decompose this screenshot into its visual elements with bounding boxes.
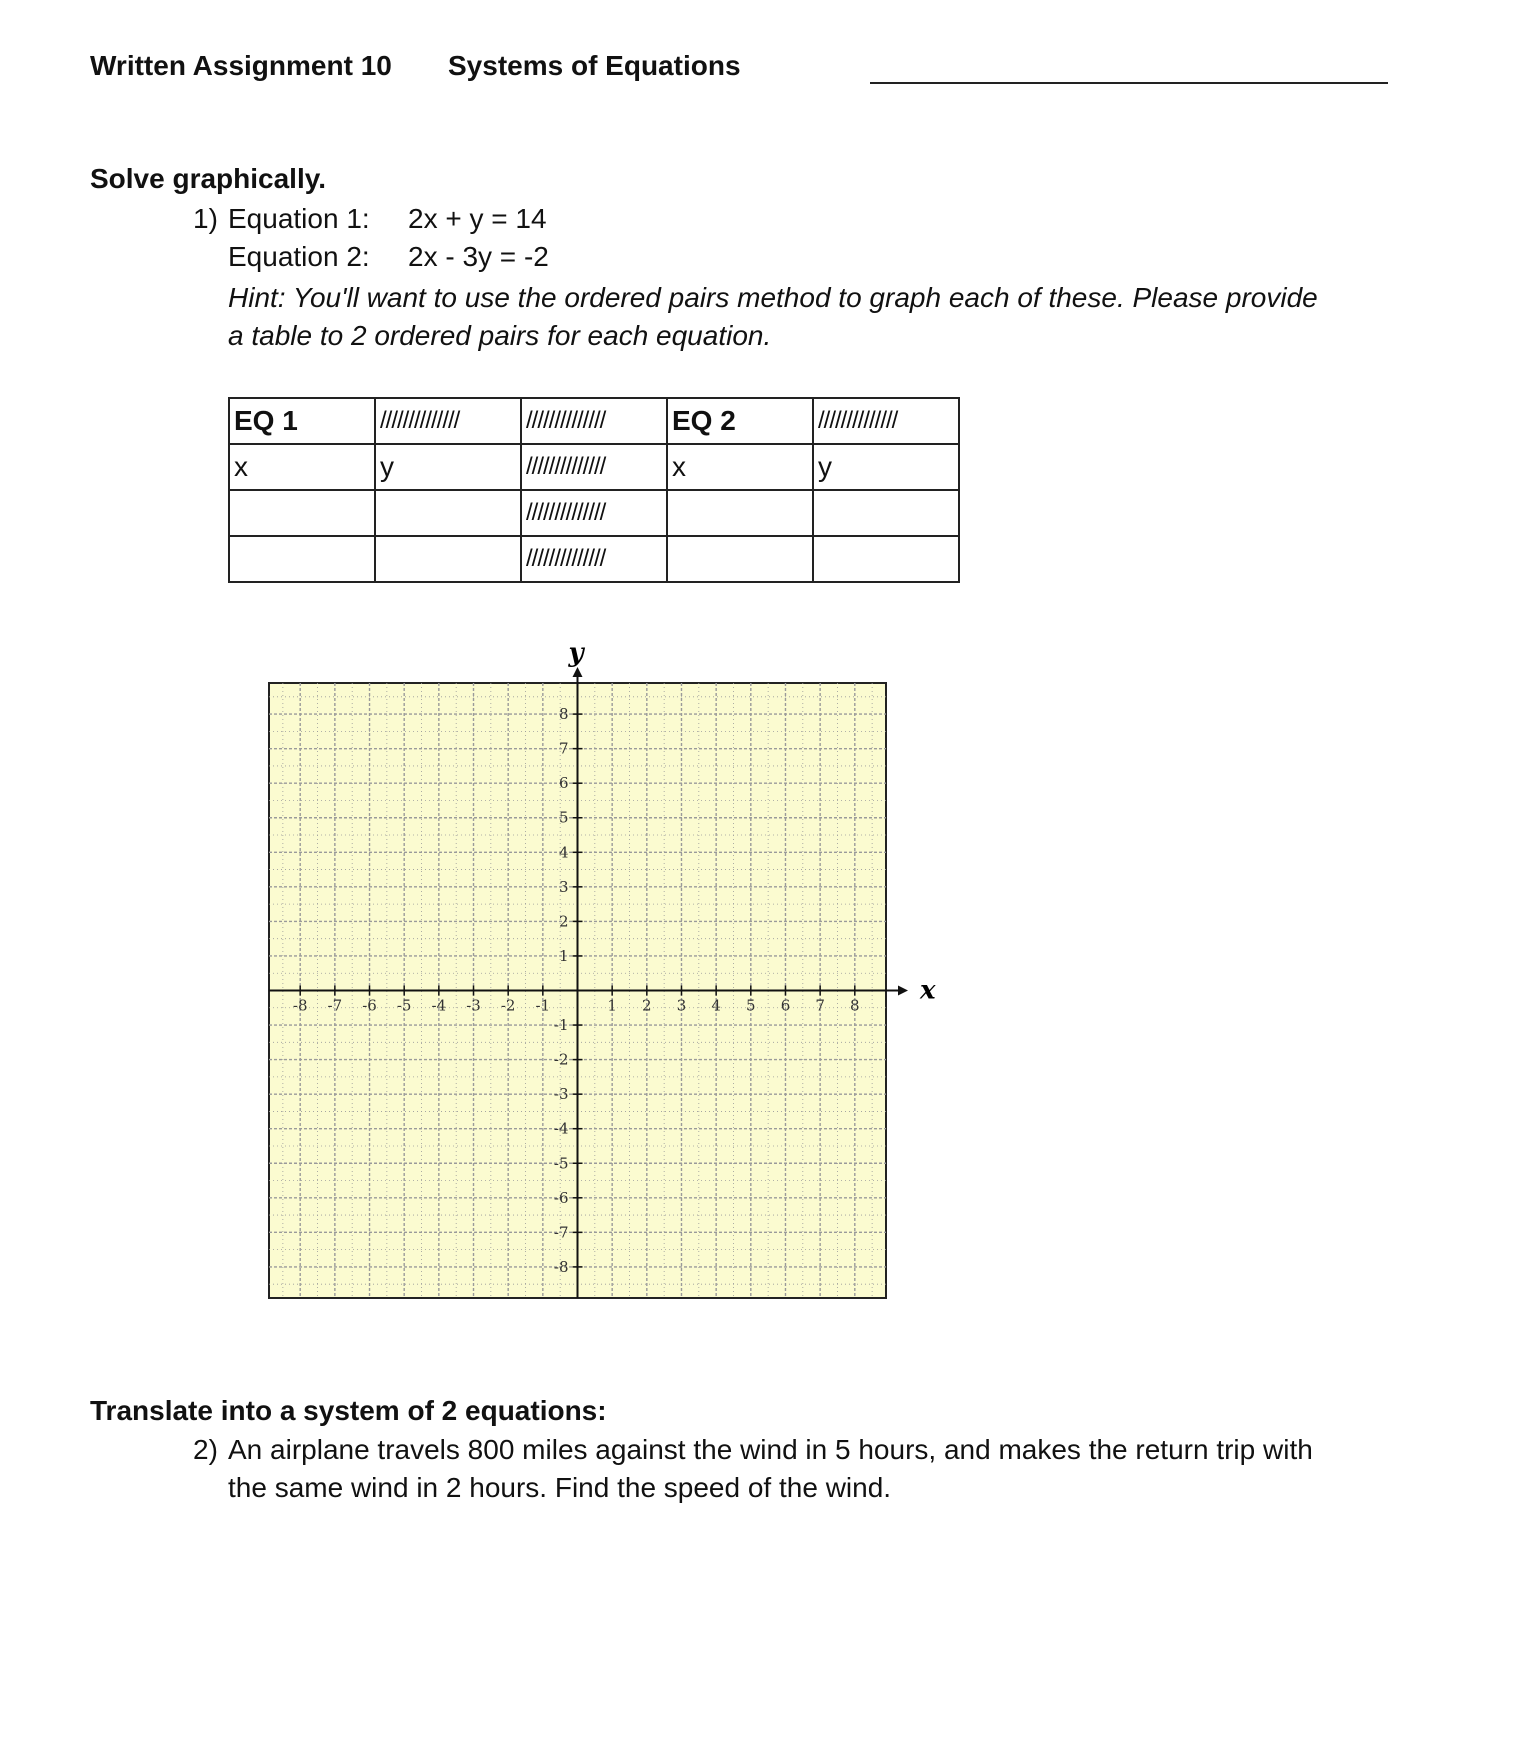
coordinate-grid[interactable]	[240, 630, 960, 1310]
table-cell: y	[813, 444, 959, 490]
table-cell: //////////////	[375, 398, 521, 444]
x-tick-label: 3	[676, 996, 687, 1015]
x-tick-label: -6	[362, 996, 377, 1015]
y-tick-label: 2	[558, 912, 569, 931]
table-cell: //////////////	[521, 490, 667, 536]
x-tick-label: -2	[500, 996, 516, 1015]
y-tick-label: -1	[553, 1016, 569, 1035]
y-axis-arrow	[573, 667, 583, 677]
table-cell: //////////////	[521, 398, 667, 444]
x-axis-label: x	[920, 975, 936, 1006]
table-row	[229, 490, 959, 536]
hint-line-2: a table to 2 ordered pairs for each equation.	[228, 320, 772, 351]
assignment-title: Written Assignment 10	[90, 50, 392, 81]
x-tick-label: 2	[642, 996, 652, 1015]
y-tick-label: -4	[553, 1119, 569, 1138]
x-tick-label: 5	[746, 996, 756, 1015]
table-cell: x	[229, 444, 375, 490]
y-tick-label: -6	[553, 1188, 569, 1207]
y-tick-label: 1	[558, 946, 569, 965]
problem1-number: 1)	[193, 203, 218, 234]
x-tick-label: 7	[815, 996, 825, 1015]
y-tick-label: 5	[558, 808, 569, 827]
table-entry-cell[interactable]	[813, 490, 959, 536]
x-tick-label: 4	[711, 996, 721, 1015]
x-tick-label: -3	[466, 996, 481, 1015]
table-cell: x	[667, 444, 813, 490]
table-row	[229, 398, 959, 444]
table-cell: y	[375, 444, 521, 490]
y-tick-label: 7	[558, 739, 569, 758]
table-cell: EQ 1	[229, 398, 375, 444]
x-tick-label: 8	[850, 996, 860, 1015]
table-row	[229, 444, 959, 490]
y-axis-label: y	[568, 638, 584, 668]
assignment-topic: Systems of Equations	[448, 50, 741, 81]
y-tick-label: -8	[553, 1257, 569, 1276]
ordered-pairs-table	[228, 397, 960, 583]
y-tick-label: -2	[553, 1050, 569, 1069]
table-entry-cell[interactable]	[667, 536, 813, 582]
y-tick-label: 8	[558, 705, 569, 724]
name-blank-line[interactable]	[870, 82, 1388, 84]
table-entry-cell[interactable]	[229, 490, 375, 536]
section1-heading: Solve graphically.	[90, 163, 327, 194]
section2-heading: Translate into a system of 2 equations:	[90, 1395, 607, 1426]
x-axis-arrow	[898, 986, 908, 996]
table-row	[229, 536, 959, 582]
table-entry-cell[interactable]	[375, 536, 521, 582]
table-entry-cell[interactable]	[375, 490, 521, 536]
equation1-label: Equation 1:	[228, 203, 370, 234]
x-tick-label: 6	[780, 996, 791, 1015]
y-tick-label: 4	[558, 843, 569, 862]
x-tick-label: -1	[535, 996, 551, 1015]
table-cell: //////////////	[813, 398, 959, 444]
table-cell: EQ 2	[667, 398, 813, 444]
equation2-label: Equation 2:	[228, 241, 370, 272]
table-entry-cell[interactable]	[667, 490, 813, 536]
y-tick-label: 3	[558, 877, 569, 896]
problem2-line-1: An airplane travels 800 miles against the wind in 5 hours, and makes the return trip with	[228, 1434, 1313, 1465]
y-tick-label: -5	[553, 1154, 569, 1173]
equation2: 2x - 3y = -2	[408, 241, 549, 272]
equation1: 2x + y = 14	[408, 203, 547, 234]
x-tick-label: 1	[607, 996, 617, 1015]
y-tick-label: -7	[553, 1223, 569, 1242]
table-cell: //////////////	[521, 536, 667, 582]
table-entry-cell[interactable]	[813, 536, 959, 582]
table-cell: //////////////	[521, 444, 667, 490]
y-tick-label: 6	[558, 774, 569, 793]
problem2-line-2: the same wind in 2 hours. Find the speed of the wind.	[228, 1472, 892, 1503]
x-tick-label: -5	[396, 996, 412, 1015]
hint-line-1: Hint: You'll want to use the ordered pairs method to graph each of these. Please provide	[228, 282, 1318, 313]
x-tick-label: -4	[431, 996, 447, 1015]
problem2-number: 2)	[193, 1434, 218, 1465]
x-tick-label: -7	[327, 996, 343, 1015]
table-entry-cell[interactable]	[229, 536, 375, 582]
y-tick-label: -3	[553, 1085, 569, 1104]
x-tick-label: -8	[292, 996, 308, 1015]
